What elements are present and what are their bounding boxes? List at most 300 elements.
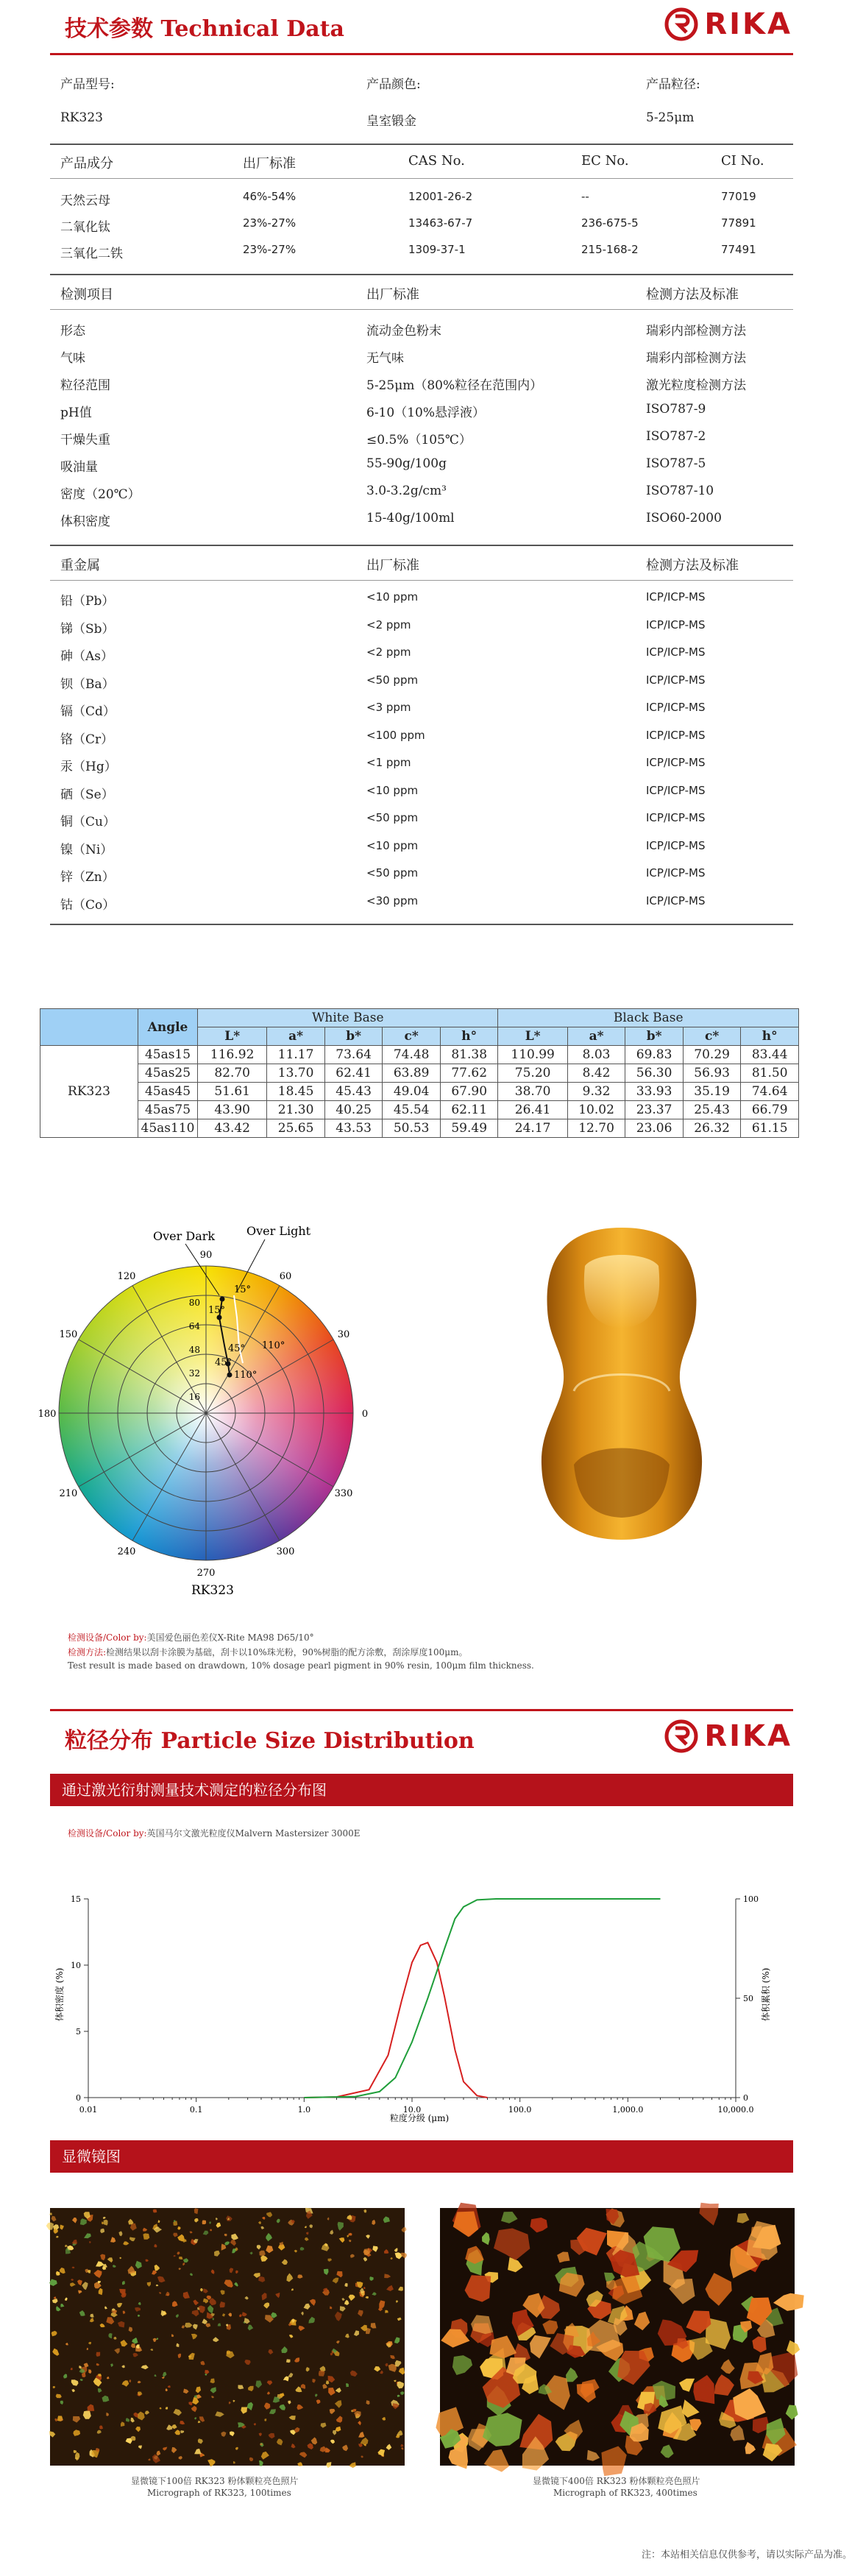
pigment-flake: [394, 2380, 397, 2382]
metal-cell: 砷（As）: [60, 649, 114, 664]
pigment-flake: [209, 2222, 211, 2224]
pigment-flake: [326, 2462, 331, 2468]
note-english: Test result is made based on drawdown, 10% dosage pearl pigment in 90% resin, 100μm film thickness.: [68, 1660, 534, 1671]
pigment-flake: [150, 2349, 153, 2351]
metal-cell: ICP/ICP-MS: [646, 838, 706, 852]
pigment-flake: [530, 2335, 551, 2359]
pigment-flake: [269, 2409, 276, 2414]
pigment-flake: [129, 2326, 133, 2332]
pigment-flake: [733, 2388, 766, 2420]
angle-cell: 45as110: [138, 1119, 198, 1138]
pigment-flake: [192, 2310, 199, 2316]
pigment-flake: [400, 2444, 403, 2447]
pigment-flake: [601, 2446, 626, 2477]
metal-cell: ICP/ICP-MS: [646, 618, 706, 631]
pigment-flake: [159, 2292, 161, 2294]
metal-header: 出厂标准: [366, 558, 419, 573]
pigment-flake: [220, 2301, 225, 2307]
field-color-label: 产品颜色:: [366, 77, 421, 92]
pigment-flake: [191, 2334, 197, 2340]
angle-tick-label: 150: [59, 1329, 78, 1340]
pigment-flake: [273, 2396, 280, 2402]
pigment-flake: [396, 2300, 398, 2302]
metal-cell: 锑（Sb）: [60, 621, 115, 637]
table-row: [40, 1119, 799, 1138]
note-device: 美国爱色丽色差仪X-Rite MA98 D65/10°: [146, 1632, 314, 1643]
pigment-flake: [248, 2325, 254, 2331]
psd-band: 通过激光衍射测量技术测定的粒径分布图: [50, 1774, 793, 1806]
black-value-cell: 56.93: [683, 1064, 741, 1083]
pigment-flake: [100, 2254, 105, 2261]
pigment-flake: [557, 2252, 569, 2263]
pigment-flake: [191, 2406, 197, 2413]
pigment-flake: [52, 2216, 57, 2222]
pigment-flake: [94, 2282, 102, 2289]
test-cell: ISO787-9: [646, 402, 706, 417]
pigment-flake: [176, 2343, 179, 2347]
pigment-flake: [358, 2432, 364, 2438]
pigment-flake: [484, 2449, 509, 2472]
pigment-flake: [644, 2226, 681, 2262]
pigment-flake: [326, 2380, 330, 2384]
polar-product-label: RK323: [191, 1583, 234, 1598]
test-cell: 气味: [60, 351, 85, 366]
pigment-flake: [350, 2254, 355, 2258]
pigment-flake: [352, 2409, 356, 2412]
pigment-flake: [114, 2349, 120, 2354]
data-point: [227, 1373, 232, 1378]
metal-cell: 铅（Pb）: [60, 594, 115, 609]
pigment-flake: [88, 2270, 91, 2274]
pigment-flake: [398, 2287, 403, 2291]
rika-logo-icon: [664, 1719, 698, 1753]
pigment-flake: [224, 2241, 230, 2245]
pigment-flake: [166, 2407, 168, 2410]
pigment-flake: [577, 2383, 596, 2402]
pigment-flake: [203, 2299, 208, 2304]
brand-name: RIKA: [704, 7, 792, 41]
pigment-flake: [80, 2379, 83, 2381]
micrograph-100x: [50, 2208, 405, 2466]
angle-tick-label: 120: [117, 1270, 136, 1282]
pigment-flake: [138, 2381, 141, 2383]
micro2-caption-cn: 显微镜下400倍 RK323 粉体颗粒亮色照片: [533, 2476, 700, 2486]
pigment-flake: [244, 2360, 250, 2365]
color-data-table: [40, 1008, 799, 1138]
pigment-flake: [60, 2268, 65, 2274]
pigment-flake: [401, 2253, 407, 2259]
pigment-flake: [70, 2282, 76, 2287]
metal-cell: 钴（Co）: [60, 897, 116, 913]
white-value-cell: 25.65: [267, 1119, 325, 1138]
pigment-flake: [113, 2265, 116, 2268]
radial-tick-label: 80: [188, 1298, 200, 1308]
pigment-flake: [96, 2363, 100, 2366]
white-value-cell: 77.62: [440, 1064, 498, 1083]
micrograph-400x-image: [440, 2208, 795, 2466]
pigment-flake: [194, 2218, 199, 2223]
pigment-flake: [699, 2203, 718, 2226]
pigment-flake: [340, 2306, 346, 2311]
pigment-flake: [452, 2355, 472, 2375]
pigment-flake: [212, 2318, 214, 2320]
pigment-flake: [336, 2388, 341, 2393]
pigment-flake: [138, 2302, 141, 2305]
point-label: 110°: [262, 1340, 285, 1351]
angle-tick-label: 270: [196, 1568, 216, 1579]
field-color-value: 皇室锻金: [366, 114, 416, 129]
pigment-flake: [154, 2374, 156, 2377]
pigment-flake: [482, 2232, 490, 2245]
pigment-flake: [346, 2383, 349, 2387]
pigment-flake: [157, 2338, 159, 2340]
metal-cell: ICP/ICP-MS: [646, 701, 706, 714]
pigment-flake: [71, 2368, 73, 2371]
pigment-flake: [122, 2281, 125, 2285]
pigment-flake: [180, 2430, 184, 2433]
pigment-flake: [96, 2352, 101, 2357]
pigment-flake: [174, 2430, 180, 2435]
pigment-flake: [721, 2359, 735, 2374]
white-value-cell: 45.43: [324, 1083, 383, 1101]
pigment-flake: [74, 2450, 77, 2453]
white-value-cell: 45.54: [383, 1101, 441, 1119]
composition-header: CI No.: [721, 153, 764, 169]
pigment-flake: [494, 2229, 530, 2261]
pigment-flake: [171, 2424, 177, 2429]
pigment-flake: [345, 2283, 348, 2287]
pigment-flake: [257, 2245, 261, 2249]
pigment-flake: [152, 2455, 160, 2463]
pigment-flake: [286, 2359, 291, 2363]
black-value-cell: 24.17: [498, 1119, 567, 1138]
pigment-flake: [131, 2343, 136, 2348]
pigment-flake: [60, 2225, 64, 2230]
pigment-flake: [363, 2287, 366, 2289]
pigment-flake: [196, 2394, 202, 2399]
metal-cell: ICP/ICP-MS: [646, 728, 706, 742]
composition-cell: 三氧化二铁: [60, 247, 123, 261]
pigment-flake: [113, 2337, 116, 2340]
pigment-flake: [242, 2312, 247, 2316]
pigment-flake: [103, 2217, 106, 2219]
pigment-flake: [394, 2248, 398, 2251]
test-cell: 密度（20℃）: [60, 487, 141, 502]
y-tick-label-left: 0: [76, 2093, 81, 2103]
pigment-flake: [400, 2391, 404, 2395]
device-prefix: 检测设备/Color by:: [68, 1828, 147, 1839]
pigment-flake: [161, 2310, 166, 2316]
pigment-flake: [249, 2458, 253, 2461]
pigment-flake: [714, 2374, 734, 2396]
pigment-flake: [706, 2273, 732, 2306]
pigment-flake: [98, 2388, 102, 2393]
white-value-cell: 73.64: [324, 1046, 383, 1064]
pigment-flake: [193, 2300, 199, 2306]
pigment-flake: [397, 2395, 400, 2397]
pigment-flake: [309, 2224, 313, 2228]
pigment-flake: [369, 2276, 373, 2281]
pigment-flake: [773, 2293, 804, 2311]
divider: [50, 178, 793, 179]
divider: [50, 144, 793, 145]
metal-cell: 镉（Cd）: [60, 704, 116, 719]
pigment-flake: [282, 2260, 288, 2265]
pigment-flake: [173, 2409, 182, 2416]
pigment-flake: [188, 2402, 192, 2405]
black-value-cell: 56.30: [625, 1064, 684, 1083]
test-cell: ISO787-2: [646, 429, 706, 444]
composition-cell: 77891: [721, 216, 756, 230]
pigment-flake: [198, 2421, 201, 2423]
sub-header: h°: [741, 1027, 799, 1046]
pigment-flake: [259, 2432, 262, 2436]
header-rule: [50, 53, 793, 55]
black-value-cell: 75.20: [498, 1064, 567, 1083]
black-value-cell: 74.64: [741, 1083, 799, 1101]
pigment-flake: [305, 2226, 307, 2228]
pigment-flake: [63, 2374, 67, 2378]
pigment-flake: [322, 2243, 330, 2251]
pigment-flake: [312, 2379, 315, 2383]
pigment-flake: [83, 2411, 91, 2419]
pigment-flake: [138, 2315, 140, 2317]
pigment-flake: [54, 2296, 57, 2299]
white-value-cell: 21.30: [267, 1101, 325, 1119]
pigment-flake: [372, 2220, 375, 2225]
pigment-flake: [141, 2365, 149, 2369]
color-polar-chart: [38, 1207, 383, 1604]
black-value-cell: 9.32: [567, 1083, 625, 1101]
pigment-flake: [65, 2343, 68, 2345]
pigment-flake: [106, 2413, 109, 2416]
pigment-flake: [363, 2257, 368, 2262]
pigment-flake: [196, 2387, 201, 2393]
pigment-flake: [289, 2416, 296, 2420]
composition-cell: 236-675-5: [581, 216, 639, 230]
pigment-flake: [330, 2409, 336, 2414]
test-cell: 15-40g/100ml: [366, 511, 455, 526]
pigment-flake: [182, 2325, 185, 2329]
pigment-flake: [174, 2255, 176, 2257]
pigment-flake: [210, 2379, 215, 2384]
black-value-cell: 10.02: [567, 1101, 625, 1119]
white-value-cell: 43.90: [198, 1101, 267, 1119]
pigment-flake: [384, 2249, 389, 2254]
pigment-flake: [148, 2458, 150, 2460]
pigment-flake: [345, 2334, 349, 2338]
pigment-flake: [354, 2330, 359, 2336]
pigment-flake: [182, 2262, 185, 2265]
sub-header: h°: [440, 1027, 498, 1046]
pigment-flake: [358, 2421, 361, 2425]
pigment-flake: [65, 2297, 68, 2300]
note-prefix: 检测设备/Color by:: [68, 1632, 147, 1643]
pigment-flake: [120, 2257, 122, 2260]
pigment-flake: [160, 2407, 162, 2410]
sub-header: L*: [498, 1027, 567, 1046]
pigment-flake: [233, 2461, 235, 2464]
micrograph-100x-image: [50, 2208, 405, 2466]
micro1-caption-cn: 显微镜下100倍 RK323 粉体颗粒亮色照片: [131, 2476, 299, 2486]
metal-cell: 镍（Ni）: [60, 842, 113, 857]
pigment-flake: [259, 2251, 265, 2257]
pigment-flake: [745, 2442, 756, 2455]
note-prefix: 检测方法:: [68, 1647, 107, 1657]
pigment-flake: [328, 2388, 336, 2396]
white-value-cell: 49.04: [383, 1083, 441, 1101]
pigment-flake: [264, 2418, 266, 2421]
pigment-flake: [157, 2220, 160, 2223]
pigment-flake: [366, 2400, 370, 2405]
white-value-cell: 51.61: [198, 1083, 267, 1101]
pigment-flake: [241, 2407, 247, 2414]
angle-cell: 45as45: [138, 1083, 198, 1101]
pigment-flake: [205, 2370, 209, 2374]
pigment-flake: [310, 2299, 316, 2306]
point-label: 45°: [228, 1343, 246, 1354]
black-value-cell: 23.06: [625, 1119, 684, 1138]
metal-cell: ICP/ICP-MS: [646, 811, 706, 824]
pigment-flake: [267, 2392, 270, 2395]
pigment-flake: [587, 2450, 600, 2461]
metal-cell: ICP/ICP-MS: [646, 866, 706, 880]
pigment-flake: [168, 2385, 171, 2388]
pigment-flake: [77, 2279, 82, 2285]
black-base-header: Black Base: [498, 1009, 799, 1027]
pigment-flake: [102, 2396, 110, 2402]
y-tick-label-right: 50: [743, 1994, 753, 2003]
pigment-flake: [682, 2399, 700, 2418]
composition-cell: 215-168-2: [581, 243, 639, 256]
pigment-flake: [308, 2443, 313, 2449]
pigment-flake: [235, 2447, 238, 2450]
pigment-flake: [224, 2234, 227, 2237]
test-cell: 6-10（10%悬浮液）: [366, 406, 485, 420]
pigment-flake: [157, 2451, 161, 2456]
pigment-flake: [220, 2290, 224, 2295]
pigment-flake: [297, 2462, 302, 2466]
pigment-flake: [350, 2371, 358, 2377]
black-value-cell: 35.19: [683, 1083, 741, 1101]
pigment-flake: [131, 2418, 135, 2423]
pigment-flake: [130, 2223, 137, 2231]
test-cell: ISO60-2000: [646, 511, 722, 526]
pigment-flake: [202, 2221, 207, 2225]
white-value-cell: 74.48: [383, 1046, 441, 1064]
composition-header: CAS No.: [408, 153, 465, 169]
pigment-flake: [281, 2346, 287, 2353]
divider: [50, 580, 793, 581]
pigment-flake: [89, 2241, 91, 2243]
metal-cell: <50 ppm: [366, 866, 419, 880]
metal-cell: ICP/ICP-MS: [646, 590, 706, 604]
white-value-cell: 81.38: [440, 1046, 498, 1064]
pigment-flake: [235, 2271, 238, 2274]
pigment-flake: [136, 2344, 140, 2349]
test-cell: 粒径范围: [60, 378, 110, 393]
metal-cell: 锌（Zn）: [60, 870, 115, 885]
pigment-flake: [153, 2209, 157, 2213]
pigment-flake: [121, 2340, 128, 2346]
pigment-flake: [342, 2445, 348, 2452]
pigment-flake: [383, 2216, 390, 2223]
pigment-flake: [395, 2360, 402, 2367]
white-value-cell: 18.45: [267, 1083, 325, 1101]
composition-cell: 1309-37-1: [408, 243, 466, 256]
pigment-flake: [104, 2306, 107, 2309]
pigment-flake: [132, 2338, 138, 2344]
pigment-flake: [216, 2223, 221, 2228]
pigment-flake: [179, 2268, 182, 2270]
pigment-flake: [382, 2417, 386, 2421]
radial-tick-label: 16: [188, 1392, 200, 1402]
pigment-flake: [397, 2430, 403, 2435]
pigment-flake: [100, 2324, 105, 2327]
pigment-flake: [338, 2222, 344, 2231]
pigment-flake: [288, 2401, 291, 2405]
y-axis-right-label: 体积累积 (%): [761, 1967, 771, 2022]
pigment-flake: [96, 2261, 104, 2267]
pigment-flake: [321, 2423, 327, 2428]
pigment-flake: [88, 2405, 95, 2411]
white-value-cell: 13.70: [267, 1064, 325, 1083]
pigment-flake: [294, 2357, 299, 2363]
pigment-flake: [88, 2369, 91, 2374]
composition-cell: 二氧化钛: [60, 220, 110, 235]
pigment-flake: [277, 2439, 283, 2446]
pigment-flake: [397, 2382, 404, 2389]
test-cell: 3.0-3.2g/cm³: [366, 484, 447, 498]
angle-cell: 45as25: [138, 1064, 198, 1083]
note-method: 检测结果以刮卡涂膜为基础，刮卡以10%珠光粉，90%树脂的配方涂敷，刮涂厚度100μm。: [106, 1647, 468, 1657]
pigment-flake: [349, 2295, 355, 2301]
pigment-flake: [123, 2311, 126, 2315]
pigment-flake: [258, 2276, 265, 2282]
pigment-flake: [200, 2288, 203, 2292]
pigment-flake: [145, 2410, 149, 2415]
pigment-flake: [224, 2280, 233, 2288]
y-tick-label-right: 100: [743, 1894, 759, 1904]
pigment-flake: [53, 2386, 56, 2388]
test-cell: ISO787-10: [646, 484, 714, 498]
pigment-flake: [786, 2405, 798, 2420]
pigment-flake: [183, 2292, 190, 2299]
test-cell: 干燥失重: [60, 433, 110, 447]
pigment-flake: [179, 2456, 182, 2460]
divider: [50, 545, 793, 546]
pigment-flake: [246, 2402, 253, 2410]
pigment-flake: [146, 2260, 149, 2262]
pigment-flake: [244, 2296, 248, 2299]
test-header: 检测项目: [60, 287, 113, 302]
metal-cell: ICP/ICP-MS: [646, 756, 706, 769]
pigment-flake: [259, 2460, 263, 2466]
pigment-flake: [335, 2312, 342, 2321]
pigment-flake: [330, 2306, 333, 2309]
pigment-flake: [234, 2282, 238, 2287]
pigment-flake: [730, 2425, 745, 2441]
divider: [50, 924, 793, 925]
pigment-flake: [228, 2313, 232, 2316]
pigment-flake: [211, 2396, 214, 2398]
pigment-flake: [239, 2314, 242, 2317]
pigment-flake: [453, 2212, 479, 2237]
black-value-cell: 8.03: [567, 1046, 625, 1064]
pigment-flake: [385, 2310, 388, 2313]
rika-logo-icon: [664, 7, 698, 41]
pigment-flake: [305, 2237, 309, 2241]
